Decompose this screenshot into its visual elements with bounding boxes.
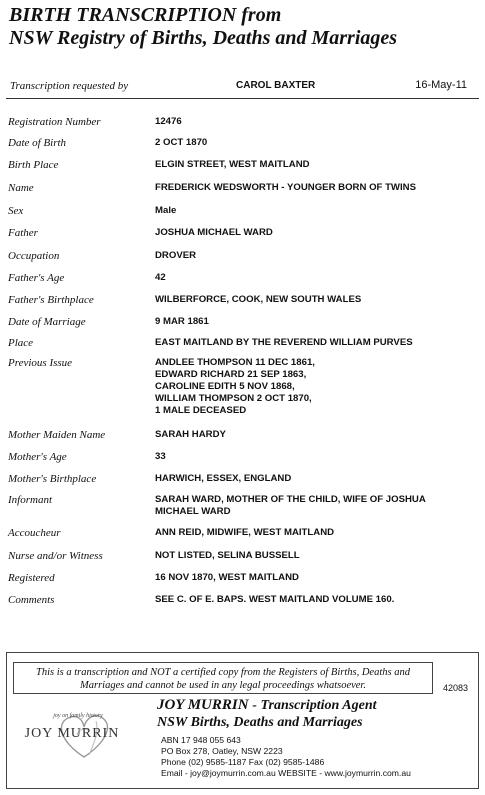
agent-heading <box>157 697 377 714</box>
logo-name: JOY MURRIN <box>24 726 120 741</box>
field-value: 2 OCT 1870 <box>155 137 208 148</box>
request-bar <box>6 76 479 99</box>
disclaimer-text: This is a transcription and NOT a certified copy from the Registers of Births, Deaths and Marriages and cannot be used in any legal proceedings whatsoever. <box>36 667 410 691</box>
field-value: ELGIN STREET, WEST MAITLAND <box>155 159 310 170</box>
field-label: Place <box>8 337 34 349</box>
field-label: Name <box>8 182 34 194</box>
field-label: Date of Marriage <box>8 316 86 328</box>
field-label: Mother's Birthplace <box>8 473 97 485</box>
field-label: Father's Age <box>8 272 65 284</box>
field-label: Accoucheur <box>8 527 61 539</box>
field-label: Birth Place <box>8 159 59 171</box>
field-label: Mother Maiden Name <box>8 429 106 441</box>
phone-text: Phone (02) 9585-1187 Fax (02) 9585-1486 <box>161 757 325 767</box>
field-value: SARAH WARD, MOTHER OF THE CHILD, WIFE OF JOSHUA MICHAEL WARD <box>155 494 426 517</box>
field-label: Occupation <box>8 250 60 262</box>
field-value: WILBERFORCE, COOK, NEW SOUTH WALES <box>155 294 362 305</box>
agent-subtitle: NSW Births, Deaths and Marriages <box>157 715 363 730</box>
field-value: JOSHUA MICHAEL WARD <box>155 227 273 238</box>
logo-tagline: joy on family history <box>53 713 103 719</box>
field-value: 16 NOV 1870, WEST MAITLAND <box>155 572 299 583</box>
field-value: SARAH HARDY <box>155 429 226 440</box>
field-value: EAST MAITLAND BY THE REVEREND WILLIAM PURVES <box>155 337 413 348</box>
field-label: Previous Issue <box>8 357 73 369</box>
request-date: 16-May-11 <box>415 79 467 91</box>
contact-details <box>161 735 411 779</box>
field-label: Registration Number <box>8 116 101 128</box>
disclaimer-box <box>13 662 433 694</box>
field-label: Nurse and/or Witness <box>8 550 103 562</box>
field-value: 33 <box>155 451 166 462</box>
agent-name: JOY MURRIN <box>157 697 249 713</box>
field-value: 42 <box>155 272 166 283</box>
agent-role: - Transcription Agent <box>252 698 377 713</box>
document-title <box>9 4 397 50</box>
field-label: Father's Birthplace <box>8 294 94 306</box>
field-value: ANN REID, MIDWIFE, WEST MAITLAND <box>155 527 335 538</box>
field-label: Informant <box>8 494 52 506</box>
requester-name: CAROL BAXTER <box>236 80 316 91</box>
field-label: Father <box>8 227 38 239</box>
abn-text: ABN 17 948 055 643 <box>161 735 241 745</box>
field-label: Registered <box>8 572 55 584</box>
field-label: Comments <box>8 594 55 606</box>
field-value: DROVER <box>155 250 197 261</box>
email-website-text: Email - joy@joymurrin.com.au WEBSITE - www.joymurrin.com.au <box>161 768 411 778</box>
field-value: SEE C. OF E. BAPS. WEST MAITLAND VOLUME 160. <box>155 594 395 605</box>
field-value: 12476 <box>155 116 182 127</box>
title-line-1: BIRTH TRANSCRIPTION from <box>9 4 282 26</box>
field-label: Mother's Age <box>8 451 67 463</box>
field-value: FREDERICK WEDSWORTH - YOUNGER BORN OF TWINS <box>155 182 416 193</box>
field-value: ANDLEE THOMPSON 11 DEC 1861, EDWARD RICHARD 21 SEP 1863, CAROLINE EDITH 5 NOV 1868, WILLIAM THOMPSON 2 OCT 1870, 1 MALE DECEASED <box>155 357 315 416</box>
field-value: HARWICH, ESSEX, ENGLAND <box>155 473 292 484</box>
field-label: Sex <box>8 205 24 217</box>
title-line-2: NSW Registry of Births, Deaths and Marriages <box>9 27 398 49</box>
field-value: Male <box>155 205 177 216</box>
request-label: Transcription requested by <box>10 80 129 92</box>
po-box-text: PO Box 278, Oatley, NSW 2223 <box>161 746 283 756</box>
field-value: 9 MAR 1861 <box>155 316 209 327</box>
field-value: NOT LISTED, SELINA BUSSELL <box>155 550 300 561</box>
field-label: Date of Birth <box>8 137 67 149</box>
footer-panel <box>6 652 479 789</box>
document-code: 42083 <box>442 683 468 693</box>
agent-block <box>157 697 377 731</box>
